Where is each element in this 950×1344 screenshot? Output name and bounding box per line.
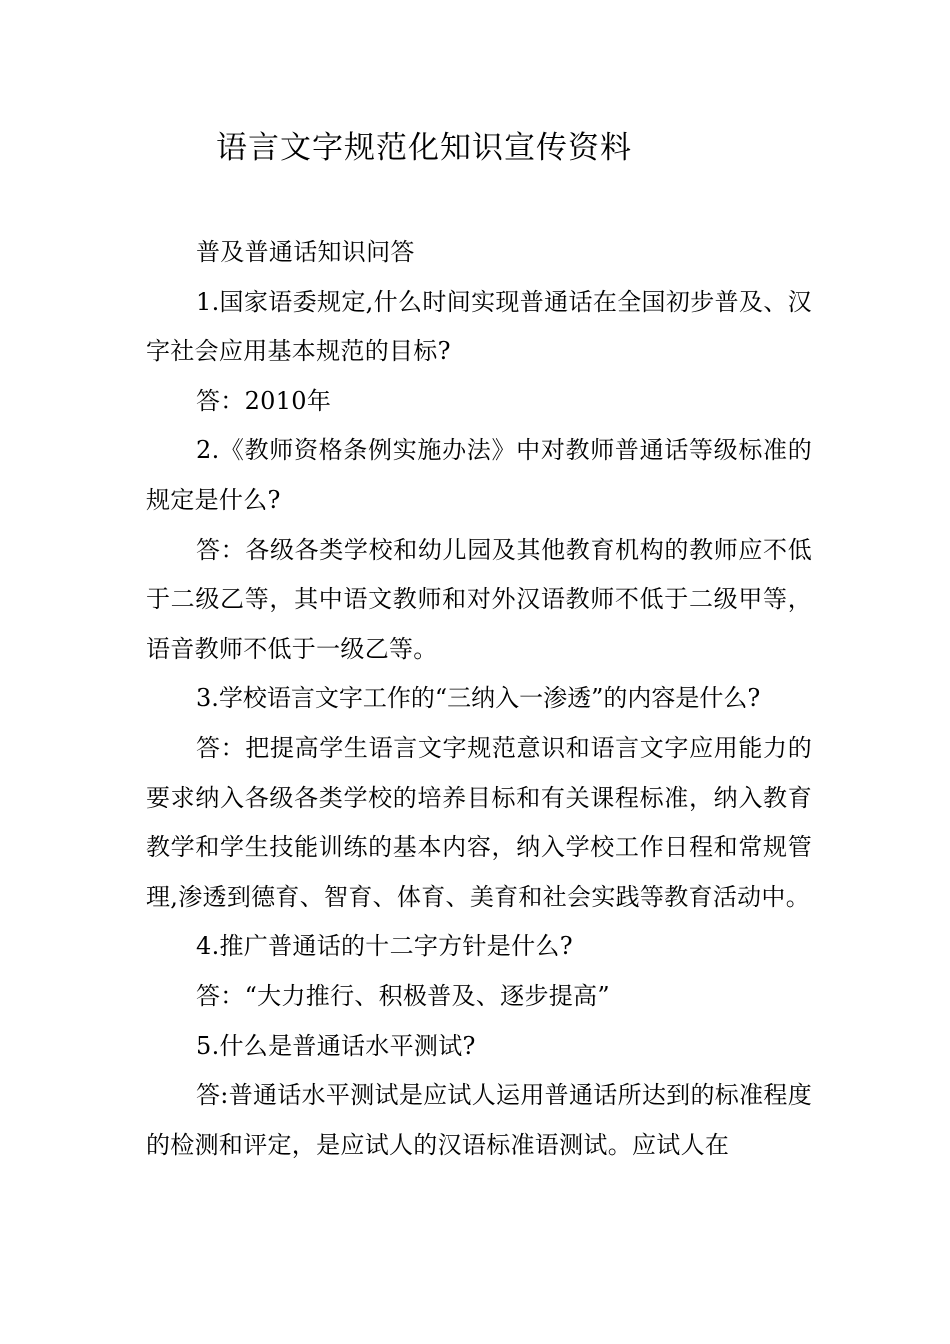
answer-4: 答：“大力推行、积极普及、逐步提高”: [196, 981, 610, 1010]
question-5: 5.什么是普通话水平测试?: [196, 1031, 476, 1060]
question-4: 4.推广普通话的十二字方针是什么?: [196, 932, 573, 961]
answer-3: 答：把提高学生语言文字规范意识和语言文字应用能力的要求纳入各级各类学校的培养目标和有关课程标准，纳入教育教学和学生技能训练的基本内容，纳入学校工作日程和常规管理,渗透到德育、智育、体育、美育和社会实践等教育活动中。: [146, 733, 812, 911]
question-1: 1.国家语委规定,什么时间实现普通话在全国初步普及、汉字社会应用基本规范的目标?: [146, 287, 812, 366]
document-title: 语言文字规范化知识宣传资料: [216, 130, 632, 166]
answer-2: 答：各级各类学校和幼儿园及其他教育机构的教师应不低于二级乙等，其中语文教师和对外汉语教师不低于二级甲等，语音教师不低于一级乙等。: [146, 535, 812, 663]
question-2: 2.《教师资格条例实施办法》中对教师普通话等级标准的规定是什么?: [146, 436, 812, 514]
answer-5: 答:普通话水平测试是应试人运用普通话所达到的标准程度的检测和评定，是应试人的汉语标准语测试。应试人在: [146, 1081, 812, 1159]
document-body: [146, 228, 812, 1170]
answer-1: 答：2010年: [196, 386, 332, 415]
section-heading: 普及普通话知识问答: [196, 238, 415, 266]
question-3: 3.学校语言文字工作的“三纳入一渗透”的内容是什么?: [196, 684, 761, 713]
